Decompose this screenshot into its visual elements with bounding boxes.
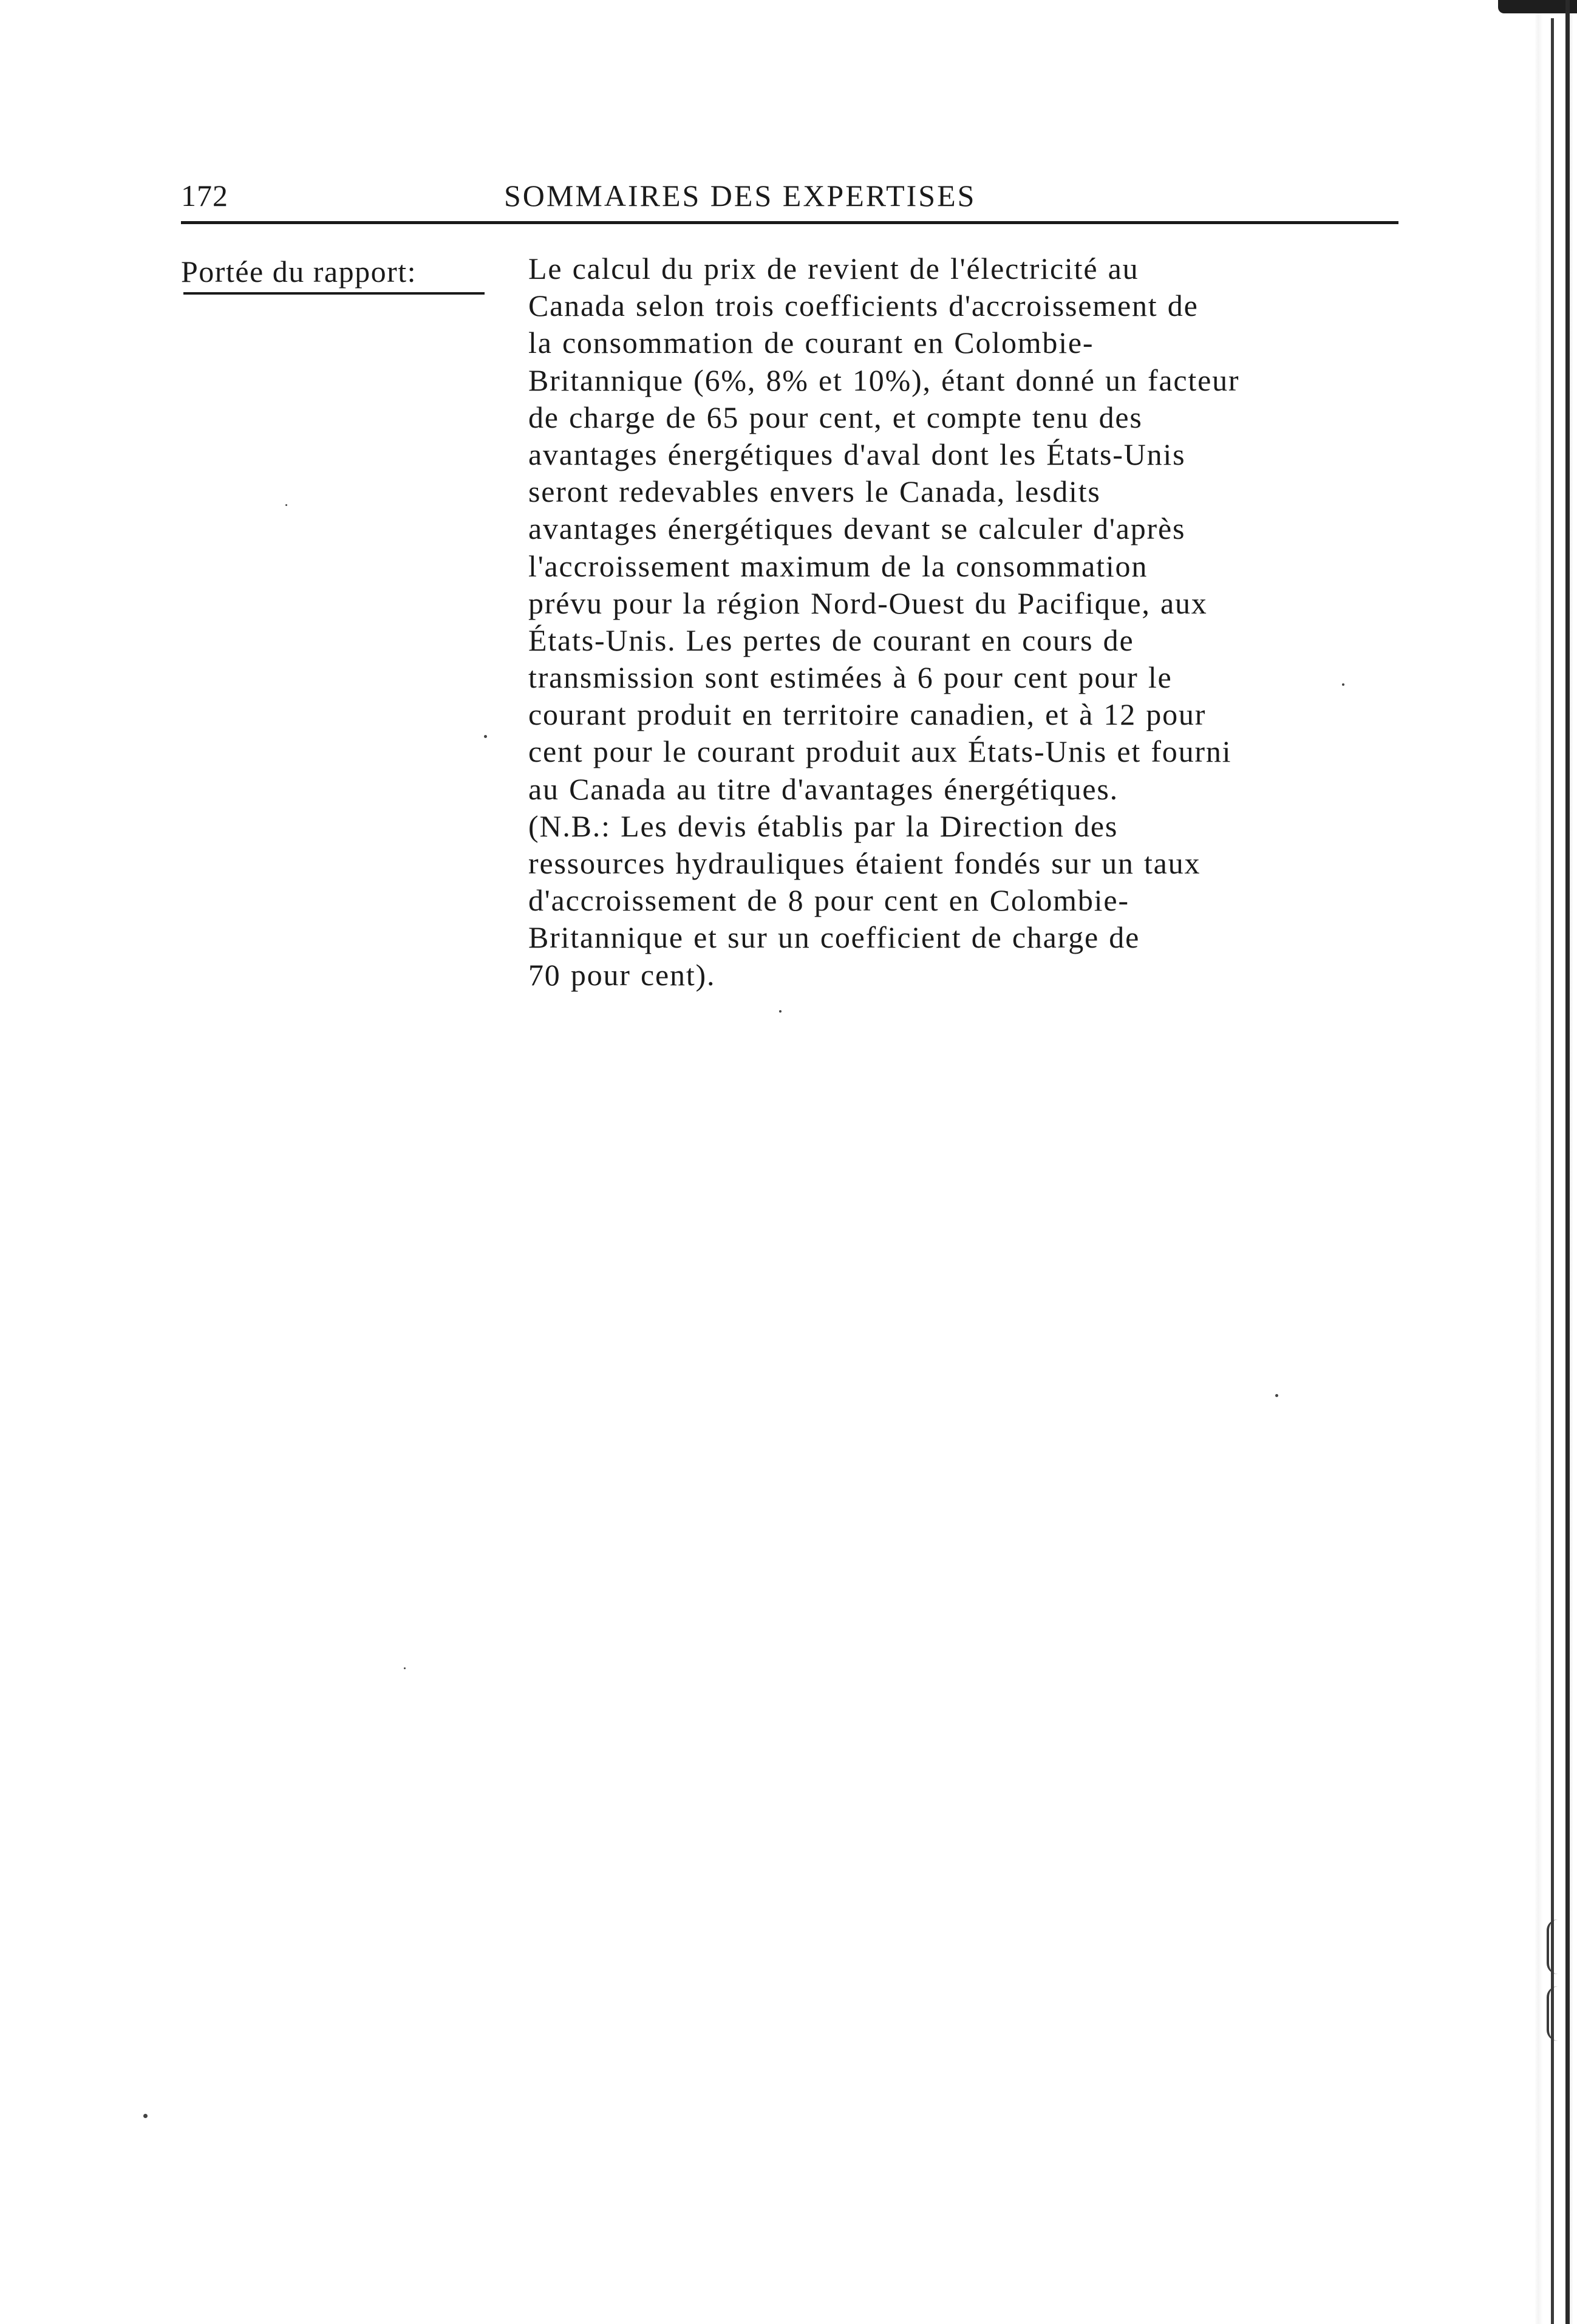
field-label: Portée du rapport: — [181, 255, 417, 289]
text-line: (N.B.: Les devis établis par la Direction des — [528, 808, 1119, 843]
text-line: Canada selon trois coefficients d'accroissement de — [528, 289, 1199, 323]
text-line: prévu pour la région Nord-Ouest du Pacifique, aux — [528, 586, 1208, 620]
text-line: cent pour le courant produit aux États-Unis et fourni — [528, 734, 1232, 769]
binding-line-outer — [1565, 0, 1570, 2324]
text-line: avantages énergétiques devant se calculer d'après — [528, 511, 1186, 546]
text-line: Britannique et sur un coefficient de charge de — [528, 920, 1140, 955]
scan-speck — [143, 2114, 148, 2118]
text-line: Le calcul du prix de revient de l'électricité au — [528, 251, 1139, 285]
scan-speck — [779, 1010, 782, 1013]
scan-speck — [1342, 683, 1344, 686]
field-label-underline — [183, 292, 485, 295]
scan-speck — [484, 735, 487, 738]
scan-speck — [1275, 1394, 1278, 1397]
text-line: au Canada au titre d'avantages énergétiques. — [528, 771, 1119, 806]
text-line: ressources hydrauliques étaient fondés sur un taux — [528, 846, 1201, 880]
scan-speck — [285, 504, 287, 506]
scan-speck — [404, 1667, 406, 1669]
text-line: 70 pour cent). — [528, 957, 716, 992]
binding-notch — [1547, 1919, 1561, 1974]
text-line: transmission sont estimées à 6 pour cent pour le — [528, 660, 1173, 695]
running-head — [181, 173, 1398, 222]
header-rule — [181, 221, 1398, 224]
binding-notch — [1547, 1986, 1561, 2041]
text-line: de charge de 65 pour cent, et compte tenu des — [528, 400, 1143, 434]
running-head-title: SOMMAIRES DES EXPERTISES — [504, 179, 976, 213]
text-line: États-Unis. Les pertes de courant en cours de — [528, 623, 1134, 657]
text-line: d'accroissement de 8 pour cent en Colombie- — [528, 883, 1129, 918]
page-number: 172 — [181, 179, 228, 213]
text-line: avantages énergétiques d'aval dont les États-Unis — [528, 437, 1186, 471]
text-line: l'accroissement maximum de la consommation — [528, 549, 1148, 583]
text-line: seront redevables envers le Canada, lesdits — [528, 474, 1101, 509]
text-line: Britannique (6%, 8% et 10%), étant donné un facteur — [528, 363, 1240, 397]
entry-body-text — [528, 250, 1409, 994]
text-line: courant produit en territoire canadien, et à 12 pour — [528, 697, 1207, 732]
binding-line-inner — [1551, 18, 1554, 2324]
text-line: la consommation de courant en Colombie- — [528, 326, 1094, 360]
